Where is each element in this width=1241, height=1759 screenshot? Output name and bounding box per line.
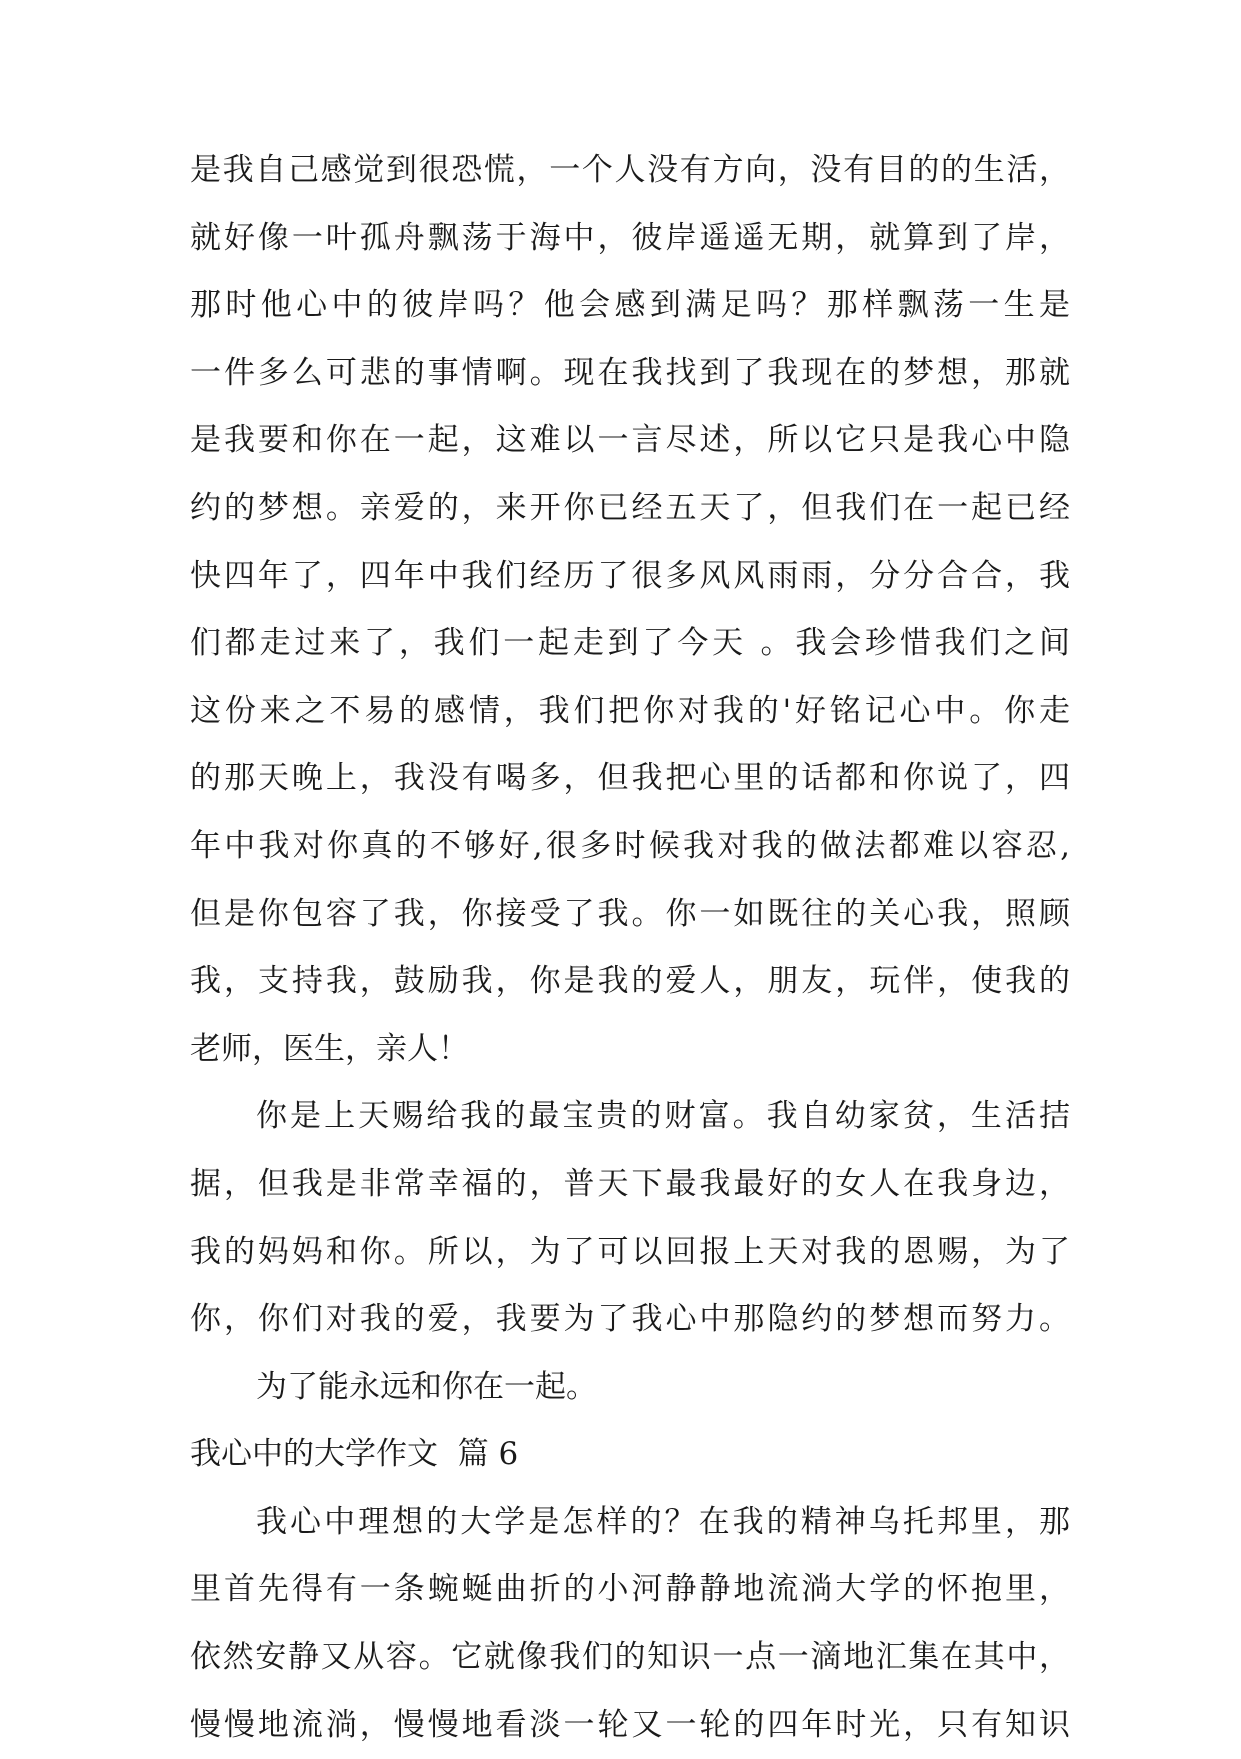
paragraph-3 [190,1354,1070,1422]
text-line: 据，但我是非常幸福的，普天下最我最好的女人在我身边， [190,1165,1070,1202]
text-line: 一件多么可悲的事情啊。现在我找到了我现在的梦想，那就 [190,354,1070,391]
text-line: 依然安静又从容。它就像我们的知识一点一滴地汇集在其中， [190,1639,1070,1676]
document-body [190,137,1070,1759]
text-line: 就好像一叶孤舟飘荡于海中，彼岸遥遥无期，就算到了岸， [190,219,1070,256]
text-line: 你是上天赐给我的最宝贵的财富。我自幼家贫，生活拮 [256,1098,1070,1135]
text-line: 慢慢地流淌，慢慢地看淡一轮又一轮的四年时光，只有知识 [190,1706,1070,1743]
text-line: 但是你包容了我，你接受了我。你一如既往的关心我，照顾 [190,895,1070,932]
text-line: 我，支持我，鼓励我，你是我的爱人，朋友，玩伴，使我的 [190,963,1070,1000]
text-line: 是我要和你在一起，这难以一言尽述，所以它只是我心中隐 [190,422,1070,459]
text-line: 的那天晚上，我没有喝多，但我把心里的话都和你说了，四 [190,760,1070,797]
text-line: 里首先得有一条蜿蜒曲折的小河静静地流淌大学的怀抱里， [190,1571,1070,1608]
text-line: 们都走过来了，我们一起走到了今天 。我会珍惜我们之间 [190,625,1070,662]
text-line: 你，你们对我的爱，我要为了我心中那隐约的梦想而努力。 [190,1301,1070,1338]
section-heading: 我心中的大学作文 篇 6 [190,1436,519,1473]
text-line: 快四年了，四年中我们经历了很多风风雨雨，分分合合，我 [190,557,1070,594]
text-line: 老师，医生，亲人！ [190,1030,469,1067]
text-line: 那时他心中的彼岸吗？他会感到满足吗？那样飘荡一生是 [190,287,1070,324]
paragraph-2 [190,1083,1070,1353]
text-line: 我心中理想的大学是怎样的？在我的精神乌托邦里，那 [256,1503,1070,1540]
text-line: 年中我对你真的不够好,很多时候我对我的做法都难以容忍, [190,827,1070,864]
text-line: 这份来之不易的感情，我们把你对我的'好铭记心中。你走 [190,692,1070,729]
paragraph-1 [190,137,1070,1083]
text-line: 是我自己感觉到很恐慌，一个人没有方向，没有目的的生活， [190,152,1070,188]
paragraph-4 [190,1489,1070,1759]
text-line: 我的妈妈和你。所以，为了可以回报上天对我的恩赐，为了 [190,1233,1070,1270]
text-line: 约的梦想。亲爱的，来开你已经五天了，但我们在一起已经 [190,489,1070,526]
text-line: 为了能永远和你在一起。 [256,1368,597,1405]
